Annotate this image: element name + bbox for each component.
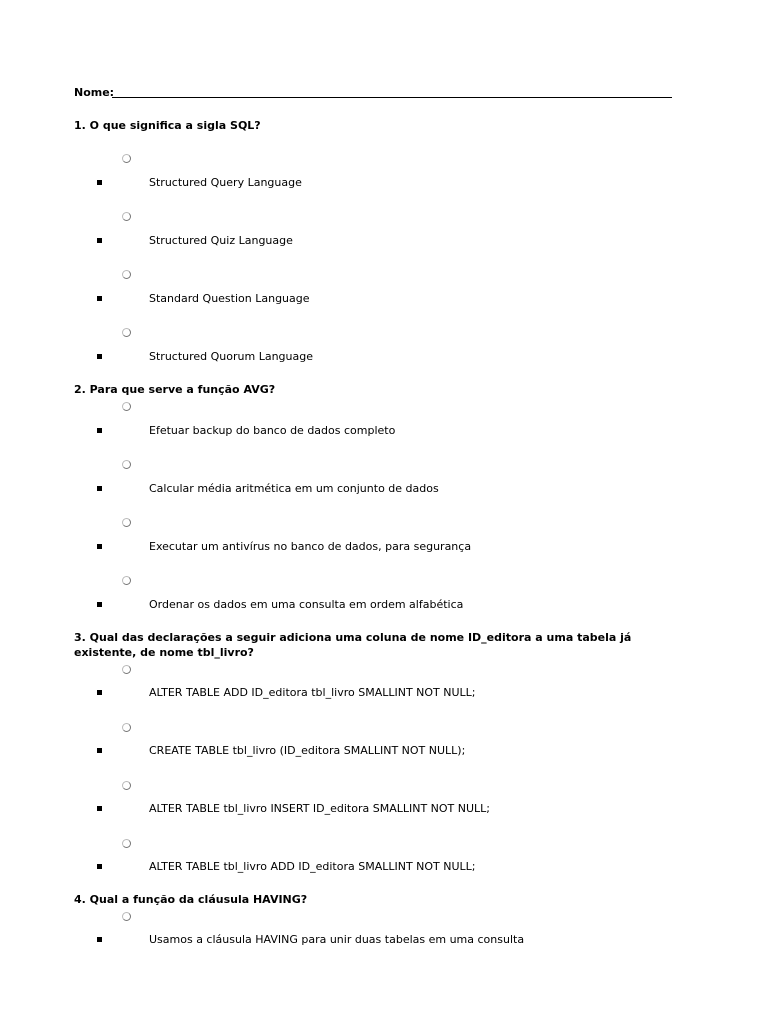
question-2-option-1-radio[interactable] — [122, 402, 131, 411]
bullet-icon — [97, 748, 102, 753]
question-3-title: 3. Qual das declarações a seguir adiciona uma coluna de nome ID_editora a uma tabela já existente, de nome tbl_livro? — [74, 631, 632, 659]
question-2-title: 2. Para que serve a função AVG? — [74, 383, 276, 396]
question-1-option-3-radio[interactable] — [122, 270, 131, 279]
name-input-line[interactable] — [112, 97, 672, 98]
question-3-option-2-label: CREATE TABLE tbl_livro (ID_editora SMALLINT NOT NULL); — [149, 744, 466, 757]
bullet-icon — [97, 428, 102, 433]
question-2-option-3-radio[interactable] — [122, 518, 131, 527]
question-1-option-1-label: Structured Query Language — [149, 176, 302, 189]
question-2-option-2-label: Calcular média aritmética em um conjunto de dados — [149, 482, 439, 495]
name-field-row — [74, 86, 674, 100]
question-1-option-1-radio[interactable] — [122, 154, 131, 163]
question-3-option-4-label: ALTER TABLE tbl_livro ADD ID_editora SMALLINT NOT NULL; — [149, 860, 476, 873]
question-3-option-3-label: ALTER TABLE tbl_livro INSERT ID_editora SMALLINT NOT NULL; — [149, 802, 491, 815]
bullet-icon — [97, 937, 102, 942]
question-2-option-3-label: Executar um antivírus no banco de dados, para segurança — [149, 540, 472, 553]
bullet-icon — [97, 354, 102, 359]
question-3-option-4-radio[interactable] — [122, 839, 131, 848]
bullet-icon — [97, 864, 102, 869]
bullet-icon — [97, 296, 102, 301]
question-1-option-2-label: Structured Quiz Language — [149, 234, 293, 247]
bullet-icon — [97, 806, 102, 811]
bullet-icon — [97, 486, 102, 491]
bullet-icon — [97, 544, 102, 549]
question-1-option-4-radio[interactable] — [122, 328, 131, 337]
question-4-option-1-label: Usamos a cláusula HAVING para unir duas tabelas em uma consulta — [149, 933, 525, 946]
question-4-title: 4. Qual a função da cláusula HAVING? — [74, 893, 308, 906]
question-3-option-2-radio[interactable] — [122, 723, 131, 732]
bullet-icon — [97, 238, 102, 243]
question-2-option-1-label: Efetuar backup do banco de dados completo — [149, 424, 396, 437]
question-1-option-2-radio[interactable] — [122, 212, 131, 221]
question-1-title: 1. O que significa a sigla SQL? — [74, 119, 261, 132]
question-1-option-4-label: Structured Quorum Language — [149, 350, 314, 363]
question-3-option-1-radio[interactable] — [122, 665, 131, 674]
question-2-option-4-radio[interactable] — [122, 576, 131, 585]
name-label: Nome: — [74, 86, 115, 99]
question-2-option-4-label: Ordenar os dados em uma consulta em ordem alfabética — [149, 598, 464, 611]
question-4-option-1-radio[interactable] — [122, 912, 131, 921]
bullet-icon — [97, 180, 102, 185]
question-1-option-3-label: Standard Question Language — [149, 292, 310, 305]
bullet-icon — [97, 602, 102, 607]
question-3-option-1-label: ALTER TABLE ADD ID_editora tbl_livro SMALLINT NOT NULL; — [149, 686, 476, 699]
bullet-icon — [97, 690, 102, 695]
question-2-option-2-radio[interactable] — [122, 460, 131, 469]
question-3-option-3-radio[interactable] — [122, 781, 131, 790]
